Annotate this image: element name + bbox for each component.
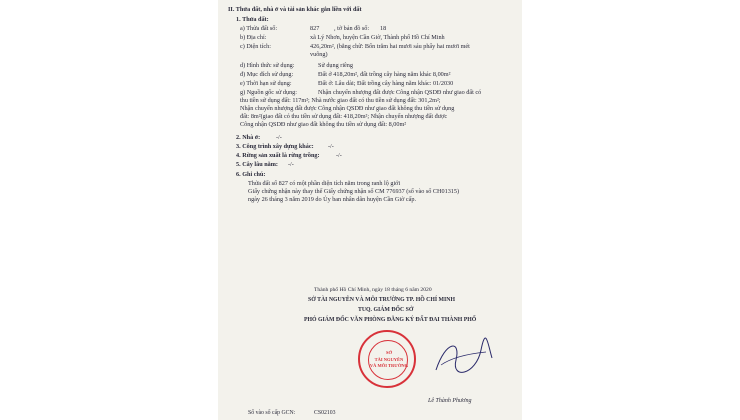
purpose-value: Đất ở 418,20m², đất trồng cây hàng năm khác 8,00m² — [318, 71, 451, 78]
area-value-cont: vuông) — [310, 51, 328, 58]
term-value: Đất ở: Lâu dài; Đất trồng cây hàng năm khác: 01/2030 — [318, 80, 454, 87]
note-line: Thửa đất số 827 có một phần diện tích nằm trong ranh lộ giới — [248, 180, 401, 187]
note-line: ngày 26 tháng 3 năm 2019 do Ủy ban nhân dân huyện Cần Giờ cấp. — [248, 196, 417, 203]
land-heading: 1. Thửa đất: — [236, 16, 269, 23]
area-label: c) Diện tích: — [240, 43, 271, 50]
usage-form-value: Sử dụng riêng — [318, 62, 353, 69]
proxy-line: TUQ. GIÁM ĐỐC SỞ — [358, 307, 414, 313]
origin-line: Công nhận QSDĐ như giao đất không thu tiền sử dụng đất: 8,00m² — [240, 121, 407, 128]
house-value: -/- — [276, 134, 282, 141]
certificate-page — [218, 0, 522, 420]
notes-heading: 6. Ghi chú: — [236, 171, 266, 178]
official-seal — [358, 330, 416, 388]
construction-value: -/- — [328, 143, 334, 150]
seal-bottom-text: VÀ MÔI TRƯỜNG — [369, 363, 409, 368]
section-title: II. Thửa đất, nhà ở và tài sản khác gắn liền với đất — [228, 6, 362, 13]
area-value: 426,20m², (bằng chữ: Bốn trăm hai mươi sáu phẩy hai mươi mét — [310, 43, 470, 50]
origin-line: thu tiền sử dụng đất: 117m²; Nhà nước giao đất có thu tiền sử dụng đất: 301,2m²; — [240, 97, 441, 104]
signer-title: PHÓ GIÁM ĐỐC VĂN PHÒNG ĐĂNG KÝ ĐẤT ĐAI THÀNH PHỐ — [304, 317, 477, 323]
map-number: 18 — [380, 25, 387, 32]
seal-mid-text: TÀI NGUYÊN — [374, 357, 404, 362]
address-value: xã Lý Nhơn, huyện Cần Giờ, Thành phố Hồ Chí Minh — [310, 34, 445, 41]
note-line: Giấy chứng nhận này thay thế Giấy chứng nhận số CM 776937 (số vào sổ CH01315) — [248, 188, 460, 195]
parcel-number: 827 — [310, 25, 320, 32]
issuing-org: SỞ TÀI NGUYÊN VÀ MÔI TRƯỜNG TP. HỒ CHÍ MINH — [308, 297, 455, 303]
origin-line: đất: 8m²(giao đất có thu tiền sử dụng đất: 418,20m²; Nhận chuyển nhượng đất được — [240, 113, 448, 120]
place-date: Thành phố Hồ Chí Minh, ngày 18 tháng 6 năm 2020 — [314, 287, 432, 293]
parcel-label: a) Thửa đất số: — [240, 25, 278, 32]
forest-heading: 4. Rừng sản xuất là rừng trồng: — [236, 152, 320, 159]
purpose-label: đ) Mục đích sử dụng: — [240, 71, 294, 78]
origin-label: g) Nguồn gốc sử dụng: — [240, 89, 297, 96]
signature-icon — [426, 330, 496, 390]
map-label: , tờ bản đồ số: — [334, 25, 370, 32]
perennial-heading: 5. Cây lâu năm: — [236, 161, 278, 168]
origin-line: Nhận chuyển nhượng đất được Công nhận QSDĐ như giao đất có — [318, 89, 482, 96]
register-value: CS02103 — [314, 410, 336, 416]
seal-top-text: SỞ — [385, 350, 392, 355]
origin-line: Nhận chuyển nhượng đất được Công nhận QSDĐ như giao đất không thu tiền sử dụng — [240, 105, 455, 112]
forest-value: -/- — [336, 152, 342, 159]
house-heading: 2. Nhà ở: — [236, 134, 261, 141]
register-label: Số vào sổ cấp GCN: — [248, 410, 296, 416]
signer-name: Lê Thành Phương — [428, 398, 472, 404]
perennial-value: -/- — [288, 161, 294, 168]
address-label: b) Địa chỉ: — [240, 34, 267, 41]
term-label: e) Thời hạn sử dụng: — [240, 80, 292, 87]
usage-form-label: d) Hình thức sử dụng: — [240, 62, 295, 69]
construction-heading: 3. Công trình xây dựng khác: — [236, 143, 314, 150]
